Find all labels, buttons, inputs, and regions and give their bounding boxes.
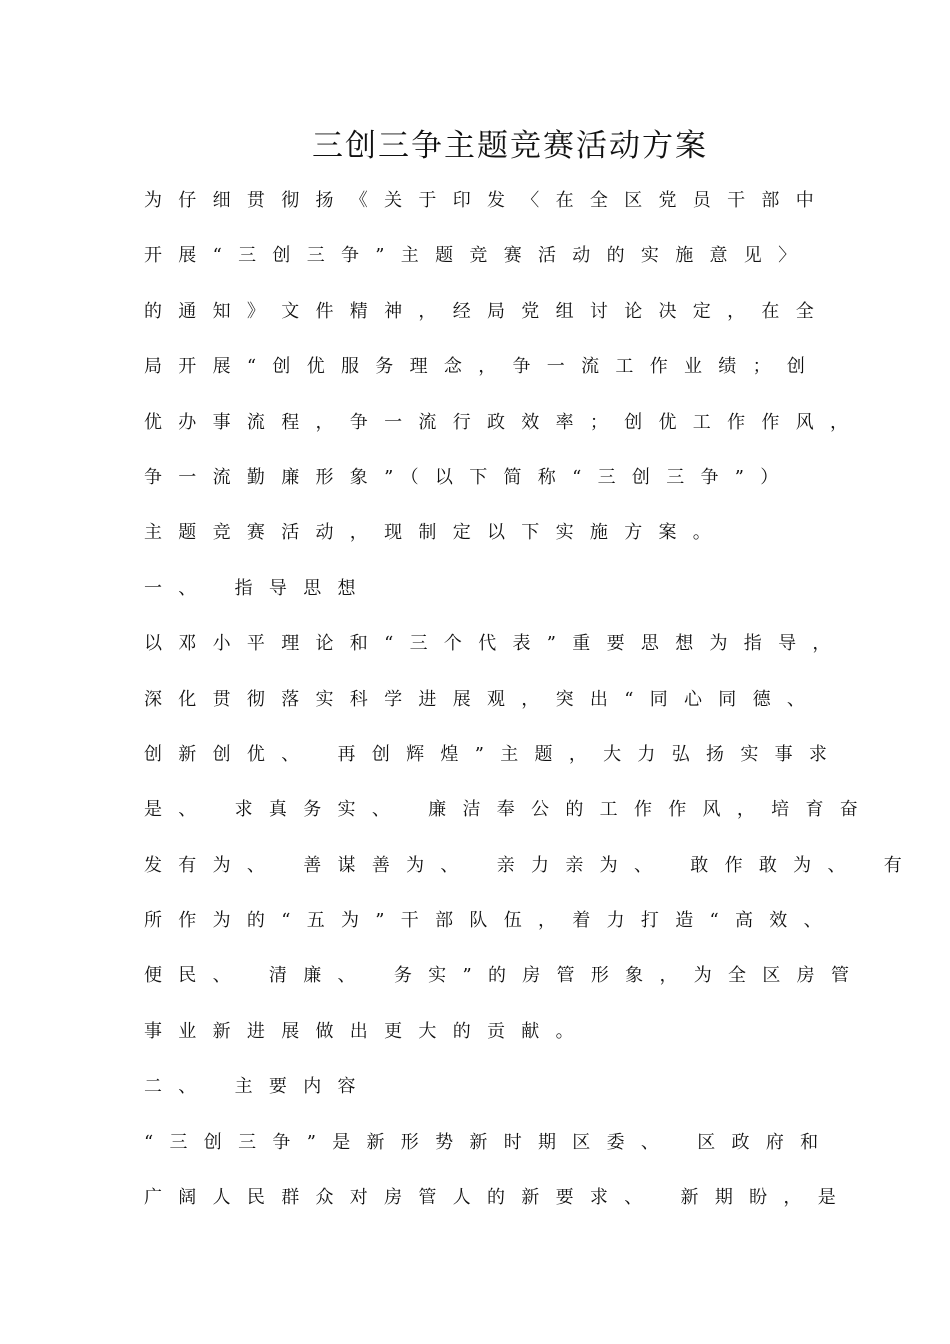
document-body [144, 186, 919, 1238]
body-line: 局开展“创优服务理念，争一流工作业绩；创 [144, 356, 822, 378]
body-line: 开展“三创三争”主题竞赛活动的实施意见〉 [144, 245, 813, 267]
body-line: 便民、 清廉、 务实”的房管形象，为全区房管 [144, 965, 866, 987]
body-line: 深化贯彻落实科学进展观，突出“同心同德、 [144, 688, 822, 710]
body-line: 发有为、 善谋善为、 亲力亲为、 敢作敢为、 有 [144, 854, 919, 876]
body-line: 争一流勤廉形象”（以下简称“三创三争”） [144, 466, 795, 488]
body-line: 事业新进展做出更大的贡献。 [144, 1020, 590, 1042]
body-line: 的通知》文件精神，经局党组讨论决定，在全 [144, 300, 830, 322]
section-heading: 二、 主要内容 [144, 1076, 372, 1098]
body-line: 为仔细贯彻扬《关于印发〈在全区党员干部中 [144, 190, 830, 211]
body-line: 是、 求真务实、 廉洁奉公的工作作风，培育奋 [144, 799, 875, 821]
body-line: “三创三争”是新形势新时期区委、 区政府和 [144, 1131, 835, 1153]
body-line: 广阔人民群众对房管人的新要求、 新期盼，是 [144, 1187, 853, 1209]
document-title: 三创三争主题竞赛活动方案 [312, 128, 708, 164]
body-line: 优办事流程，争一流行政效率；创优工作作风， [144, 411, 865, 433]
section-heading: 一、 指导思想 [144, 577, 372, 599]
body-line: 所作为的“五为”干部队伍，着力打造“高效、 [144, 910, 838, 932]
body-line: 以邓小平理论和“三个代表”重要思想为指导， [144, 633, 847, 655]
body-line: 主题竞赛活动，现制定以下实施方案。 [144, 522, 728, 544]
body-line: 创新创优、 再创辉煌”主题，大力弘扬实事求 [144, 743, 844, 765]
